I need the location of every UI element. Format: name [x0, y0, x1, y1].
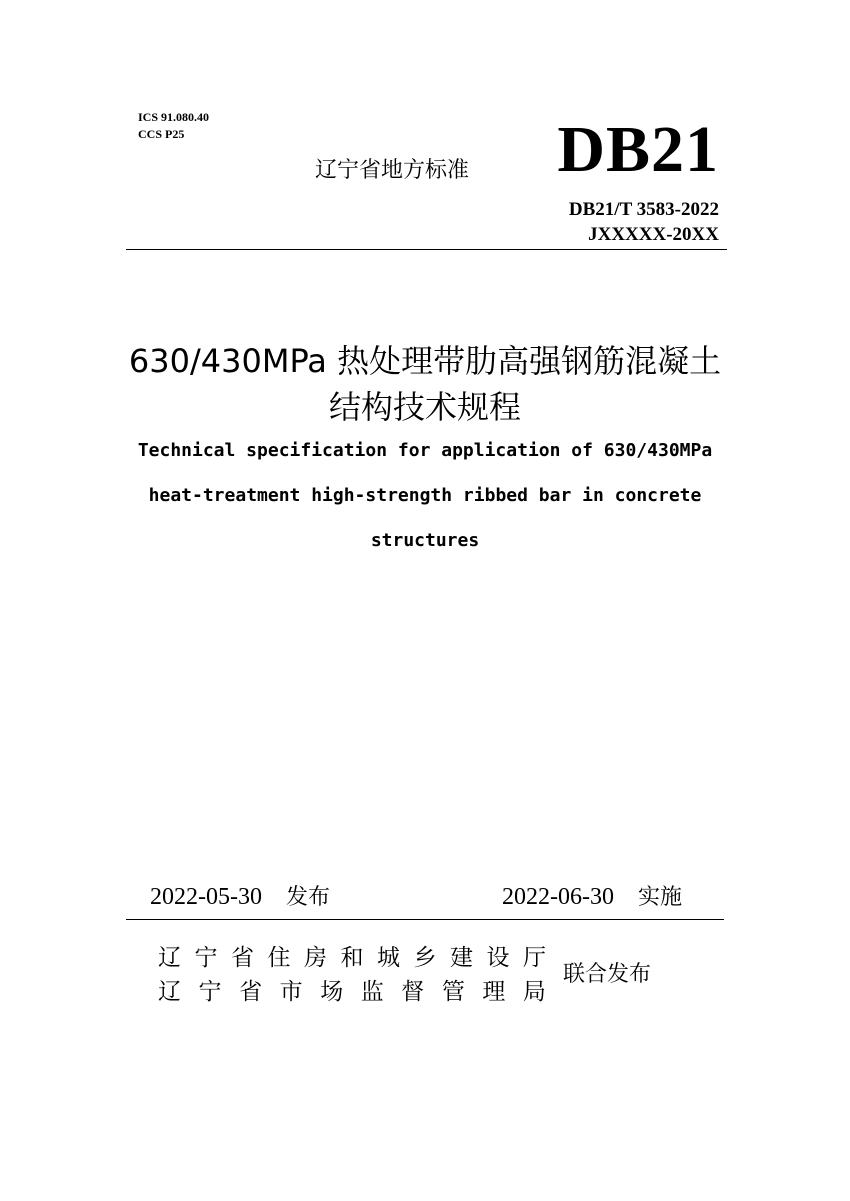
title-english-line-3: structures	[370, 530, 480, 551]
publisher-char: 理	[482, 979, 506, 1005]
issue-date: 2022-05-30	[150, 884, 262, 910]
publisher-char: 宁	[198, 979, 222, 1005]
publisher-char: 住	[267, 945, 291, 971]
publisher-char: 乡	[413, 945, 437, 971]
publisher-char: 建	[450, 945, 473, 971]
document-class: 辽宁省地方标准	[315, 158, 470, 183]
publisher-char: 督	[401, 979, 425, 1005]
issue-label: 发布	[285, 885, 330, 910]
publisher-char: 场	[320, 979, 344, 1005]
title-chinese-line-1: 630/430MPa 热处理带肋高强钢筋混凝土	[128, 342, 722, 380]
publisher-char: 城	[377, 945, 400, 971]
publisher-char: 局	[522, 979, 546, 1005]
record-number: JXXXXX-20XX	[588, 224, 719, 245]
publisher-char: 设	[486, 945, 510, 971]
publisher-char: 和	[340, 945, 364, 971]
publisher-char: 房	[304, 945, 327, 971]
publisher-org-1	[158, 943, 546, 973]
implement-date: 2022-06-30	[502, 884, 614, 910]
issue-date-group	[150, 881, 330, 916]
publisher-char: 省	[231, 945, 254, 971]
ics-code: ICS 91.080.40	[138, 110, 210, 124]
publisher-org-2	[158, 977, 546, 1007]
ccs-code: CCS P25	[138, 127, 185, 141]
publisher-char: 市	[279, 979, 303, 1005]
joint-publish-label: 联合发布	[563, 962, 652, 987]
db-code-logo: DB21	[557, 113, 719, 186]
standard-number: DB21/T 3583-2022	[568, 199, 719, 220]
footer-divider	[126, 919, 724, 920]
publisher-char: 辽	[158, 945, 181, 971]
title-english-line-1: Technical specification for application of 630/430MPa	[137, 440, 713, 461]
publisher-char: 辽	[158, 979, 181, 1005]
publisher-char: 厅	[523, 945, 546, 971]
publisher-char: 省	[239, 979, 263, 1005]
publisher-char: 管	[441, 979, 465, 1005]
publisher-char: 监	[360, 979, 384, 1005]
implement-label: 实施	[637, 885, 682, 910]
header-divider	[126, 249, 727, 250]
title-english-line-2: heat-treatment high-strength ribbed bar in concrete	[148, 485, 702, 506]
implement-date-group	[502, 881, 682, 916]
title-chinese-line-2: 结构技术规程	[328, 388, 521, 426]
publisher-char: 宁	[194, 945, 218, 971]
